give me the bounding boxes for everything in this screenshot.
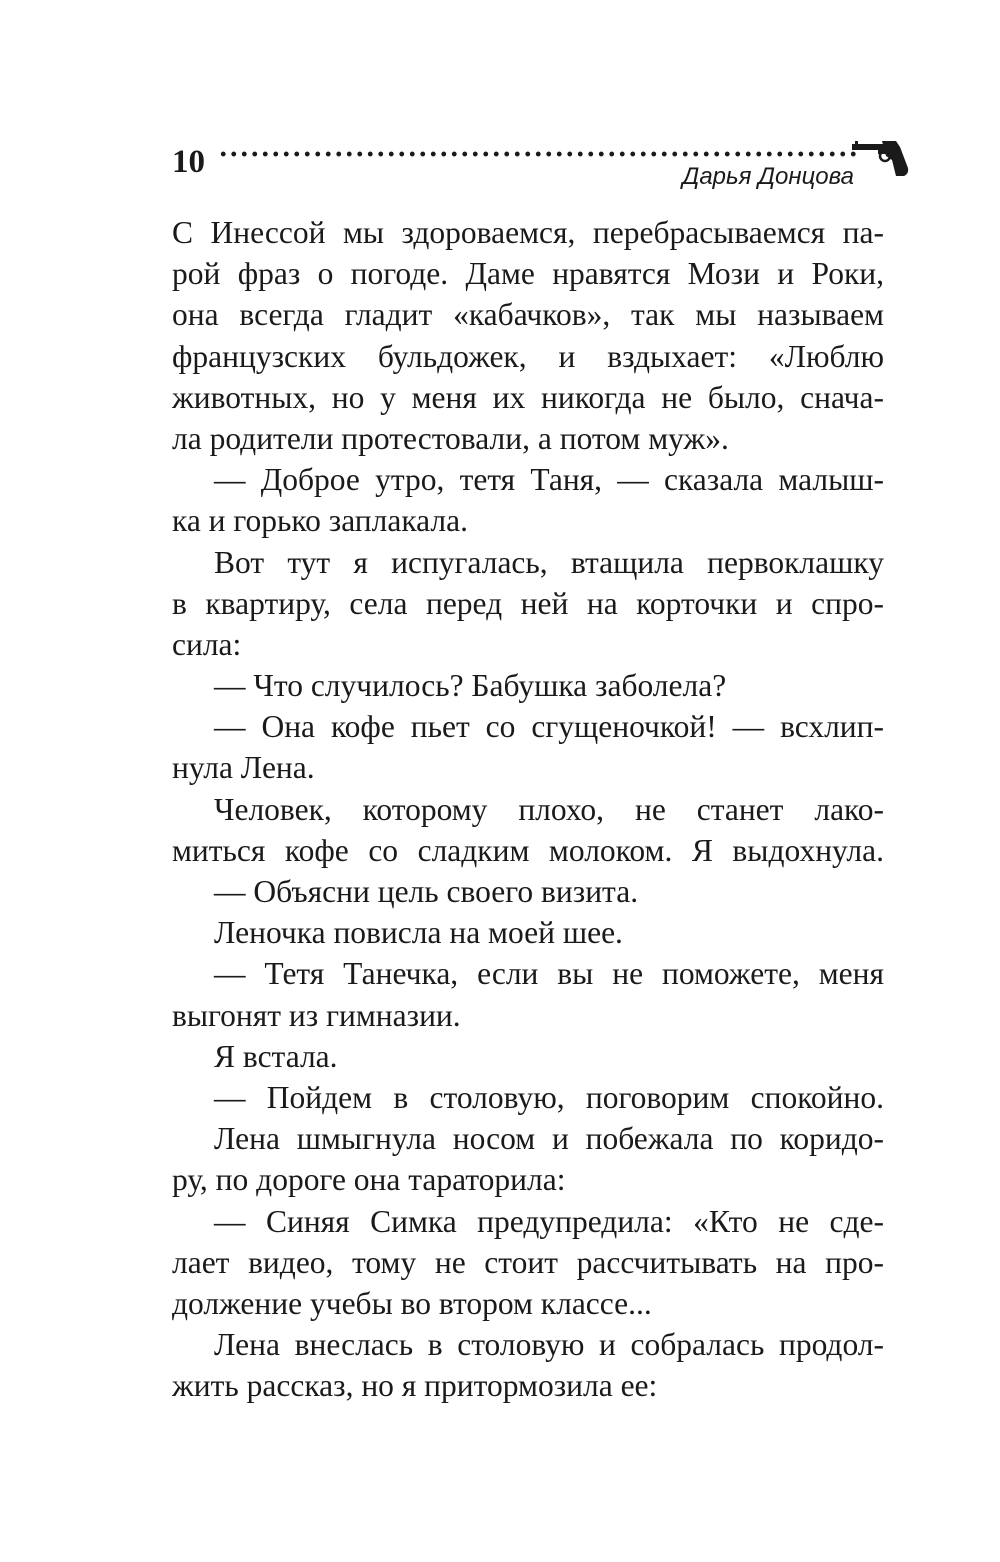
text-line: нула Лена. bbox=[172, 750, 315, 786]
text-line: — Что случилось? Бабушка заболела? bbox=[214, 668, 727, 704]
text-line: — Синяя Симка предупредила: «Кто не сде- bbox=[214, 1203, 884, 1239]
text-line: — Она кофе пьет со сгущеночкой! — всхлип- bbox=[214, 709, 884, 745]
text-line: Вот тут я испугалась, втащила первоклашку bbox=[214, 544, 884, 580]
page-body bbox=[172, 212, 884, 1406]
text-line: Леночка повисла на моей шее. bbox=[214, 915, 623, 951]
text-line: — Доброе утро, тетя Таня, — сказала малыш- bbox=[214, 462, 884, 498]
text-line: она всегда гладит «кабачков», так мы называем bbox=[172, 297, 884, 333]
text-line: ла родители протестовали, а потом муж». bbox=[172, 420, 729, 456]
text-line: Человек, которому плохо, не станет лако- bbox=[214, 791, 884, 827]
text-line: выгонят из гимназии. bbox=[172, 997, 461, 1033]
text-line: Я встала. bbox=[214, 1038, 338, 1074]
text-line: С Инессой мы здороваемся, перебрасываемся па- bbox=[172, 215, 884, 250]
text-line: должение учебы во втором классе... bbox=[172, 1285, 652, 1321]
running-header bbox=[172, 138, 912, 198]
text-line: миться кофе со сладким молоком. Я выдохнула. bbox=[172, 832, 884, 868]
text-line: сила: bbox=[172, 626, 242, 662]
text-line: французских бульдожек, и вздыхает: «Люблю bbox=[172, 338, 884, 374]
text-line: — Пойдем в столовую, поговорим спокойно. bbox=[214, 1079, 884, 1115]
text-line: Лена шмыгнула носом и побежала по коридо- bbox=[214, 1121, 884, 1157]
text-line: лает видео, тому не стоит рассчитывать на про- bbox=[172, 1244, 884, 1280]
text-line: рой фраз о погоде. Даме нравятся Мози и Роки, bbox=[172, 256, 884, 292]
text-line: животных, но у меня их никогда не было, снача- bbox=[172, 379, 884, 415]
text-line: — Объясни цель своего визита. bbox=[214, 874, 639, 909]
text-line: в квартиру, села перед ней на корточки и спро- bbox=[172, 585, 884, 621]
text-line: — Тетя Танечка, если вы не поможете, меня bbox=[214, 956, 884, 992]
page-number: 10 bbox=[172, 144, 205, 180]
text-line: ка и горько заплакала. bbox=[172, 503, 468, 539]
text-line: Лена внеслась в столовую и собралась продол- bbox=[214, 1327, 884, 1363]
text-line: жить рассказ, но я притормозила ее: bbox=[172, 1368, 658, 1404]
dot-leader bbox=[218, 150, 858, 158]
book-author: Дарья Донцова bbox=[682, 163, 854, 190]
revolver-icon bbox=[852, 138, 910, 180]
text-line: ру, по дороге она тараторила: bbox=[172, 1162, 566, 1198]
